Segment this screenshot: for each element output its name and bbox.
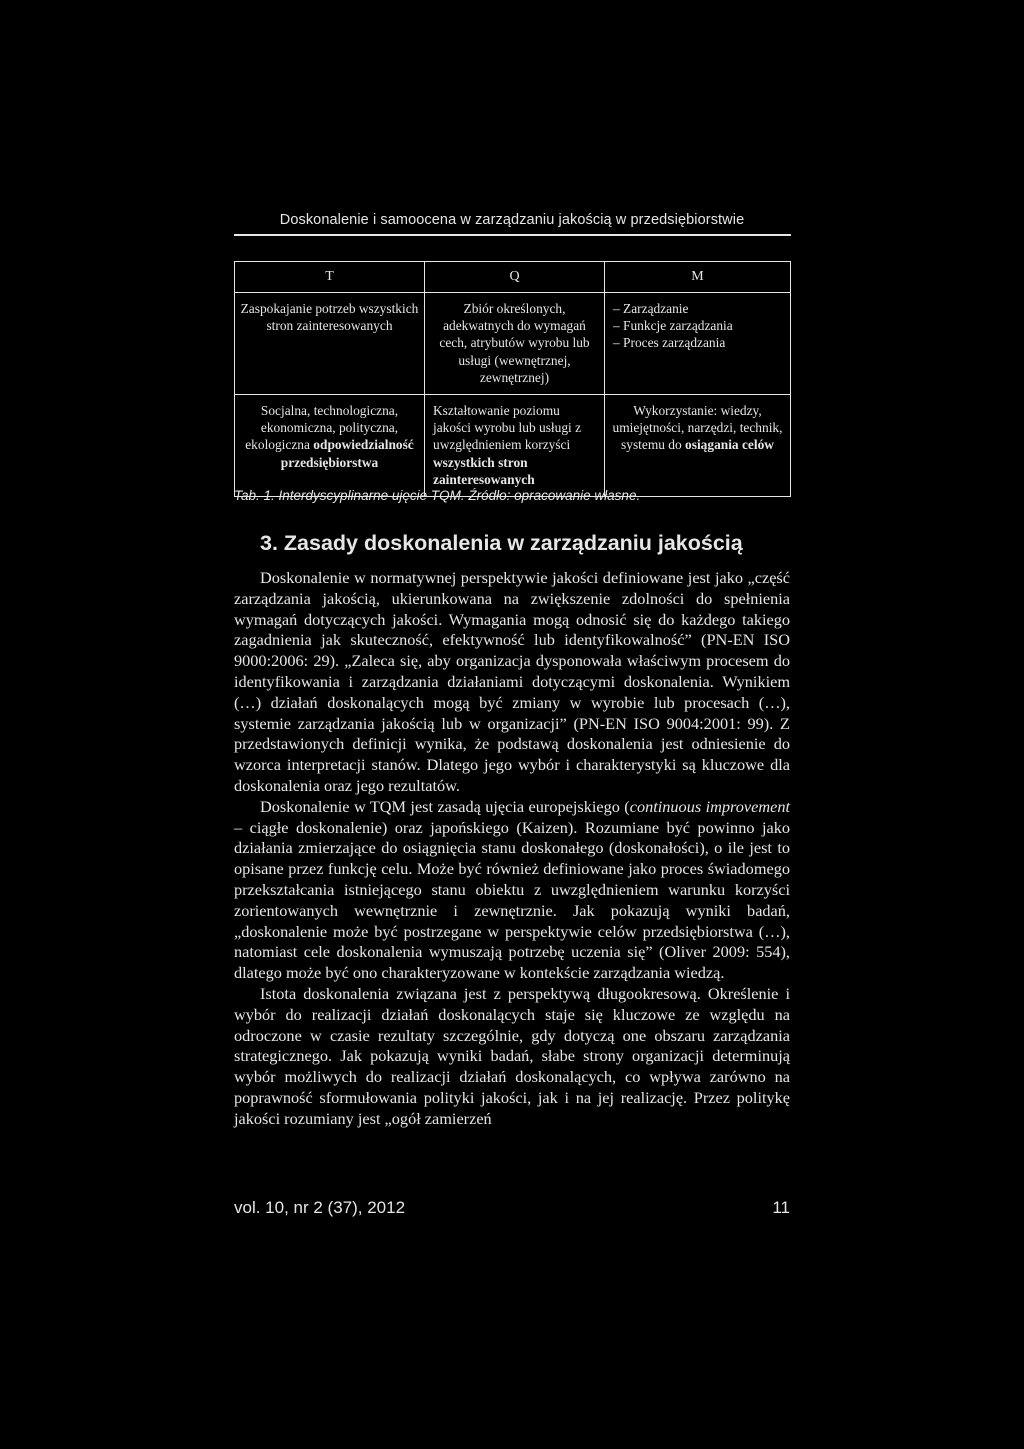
body-text (234, 568, 790, 1130)
tqm-table (234, 261, 791, 497)
cell-m-row1 (605, 293, 791, 395)
cell-text-bold: osiągania celów (685, 437, 774, 453)
table-row (235, 293, 791, 395)
section-heading: 3. Zasady doskonalenia w zarządzaniu jakością (260, 531, 743, 555)
cell-q-row1: Zbiór określonych, adekwatnych do wymagań cech, atrybutów wyrobu lub usługi (wewnętrznej, zewnętrznej) (425, 293, 605, 395)
column-header-q: Q (425, 262, 605, 293)
table-caption: Tab. 1. Interdyscyplinarne ujęcie TQM. Źródło: opracowanie własne. (234, 488, 641, 503)
running-header: Doskonalenie i samoocena w zarządzaniu jakością w przedsiębiorstwie (279, 212, 745, 228)
paragraph-italic: continuous improvement (629, 796, 790, 816)
footer-volume: vol. 10, nr 2 (37), 2012 (234, 1198, 406, 1217)
header-rule (234, 234, 791, 236)
cell-text-bold: wszystkich stron zainteresowanych (433, 454, 535, 487)
cell-t-row2 (235, 395, 425, 497)
page-number: 11 (772, 1198, 790, 1217)
paragraph: Istota doskonalenia związana jest z perspektywą długookresową. Określenie i wybór do realizacji działań doskonalących staje się kluczowe ze względu na odroczone w czasie rezultaty szczególnie, gdy dotyczą one obszaru zarządzania strategicznego. Jak pokazują wyniki badań, słabe strony organizacji determinują wybór możliwych do realizacji działań doskonalących, co wpływa zarówno na poprawność sformułowania polityki jakości, jak i na jej realizację. Przez politykę jakości rozumiany jest „ogół zamierzeń (234, 983, 790, 1128)
m-item: – Proces zarządzania (613, 335, 726, 351)
column-header-m: M (605, 262, 791, 293)
column-header-t: T (235, 262, 425, 293)
table-header-row (235, 262, 791, 293)
cell-m-row2 (605, 395, 791, 497)
paragraph-text: – ciągłe doskonalenie) oraz japońskiego (Kaizen). Rozumiane być powinno jako działania zmierzające do osiągnięcia stanu doskonałego (doskonałości), o ile jest to opisane przez funkcję celu. Może być również definiowane jako proces świadomego przekształcania istniejącego stanu obiektu z uwzględnieniem warunku korzyści zorientowanych wewnętrznie i zewnętrznie. Jak pokazują wyniki badań, „doskonalenie może być postrzegane w perspektywie celów przedsiębiorstwa (…), natomiast cele doskonalenia wymuszają potrzebę uczenia się” (Oliver 2009: 554), dlatego może być ono charakteryzowane w kontekście zarządzania wiedzą. (234, 817, 790, 983)
cell-text: Kształtowanie poziomu jakości wyrobu lub usługi z uwzględnieniem korzyści (433, 403, 582, 453)
cell-q-row2 (425, 395, 605, 497)
cell-text: Wykorzystanie: wiedzy, umiejętności, narzędzi, technik, systemu do (612, 403, 783, 453)
cell-text-bold: odpowiedzialność przedsiębiorstwa (280, 437, 414, 470)
m-item: – Zarządzanie (613, 301, 689, 316)
paragraph-text: Doskonalenie w TQM jest zasadą ujęcia europejskiego ( (260, 796, 630, 816)
paragraph: Doskonalenie w normatywnej perspektywie jakości definiowane jest jako „część zarządzania jakością, ukierunkowana na zwiększenie zdolności do spełnienia wymagań dotyczących jakości. Wymagania mogą odnosić się do każdego takiego zagadnienia jak skuteczność, efektywność lub identyfikowalność” (PN-EN ISO 9000:2006: 29). „Zaleca się, aby organizacja dysponowała właściwym procesem do identyfikowania i zarządzania działaniami dotyczącymi doskonalenia. Wynikiem (…) działań doskonalących mogą być zmiany w wyrobie lub procesach (…), systemie zarządzania jakością lub w organizacji” (PN-EN ISO 9004:2001: 99). Z przedstawionych definicji wynika, że podstawą doskonalenia jest odniesienie do wzorca interpretacji stanów. Dlatego jego wybór i charakterystyki są kluczowe dla doskonalenia oraz jego rezultatów. (234, 568, 790, 795)
cell-t-row1: Zaspokajanie potrzeb wszystkich stron zainteresowanych (235, 293, 425, 395)
paragraph (234, 797, 790, 984)
m-item: – Funkcje zarządzania (613, 318, 733, 334)
table-row (235, 395, 791, 497)
cell-text: Socjalna, technologiczna, ekonomiczna, polityczna, ekologiczna (245, 403, 399, 453)
